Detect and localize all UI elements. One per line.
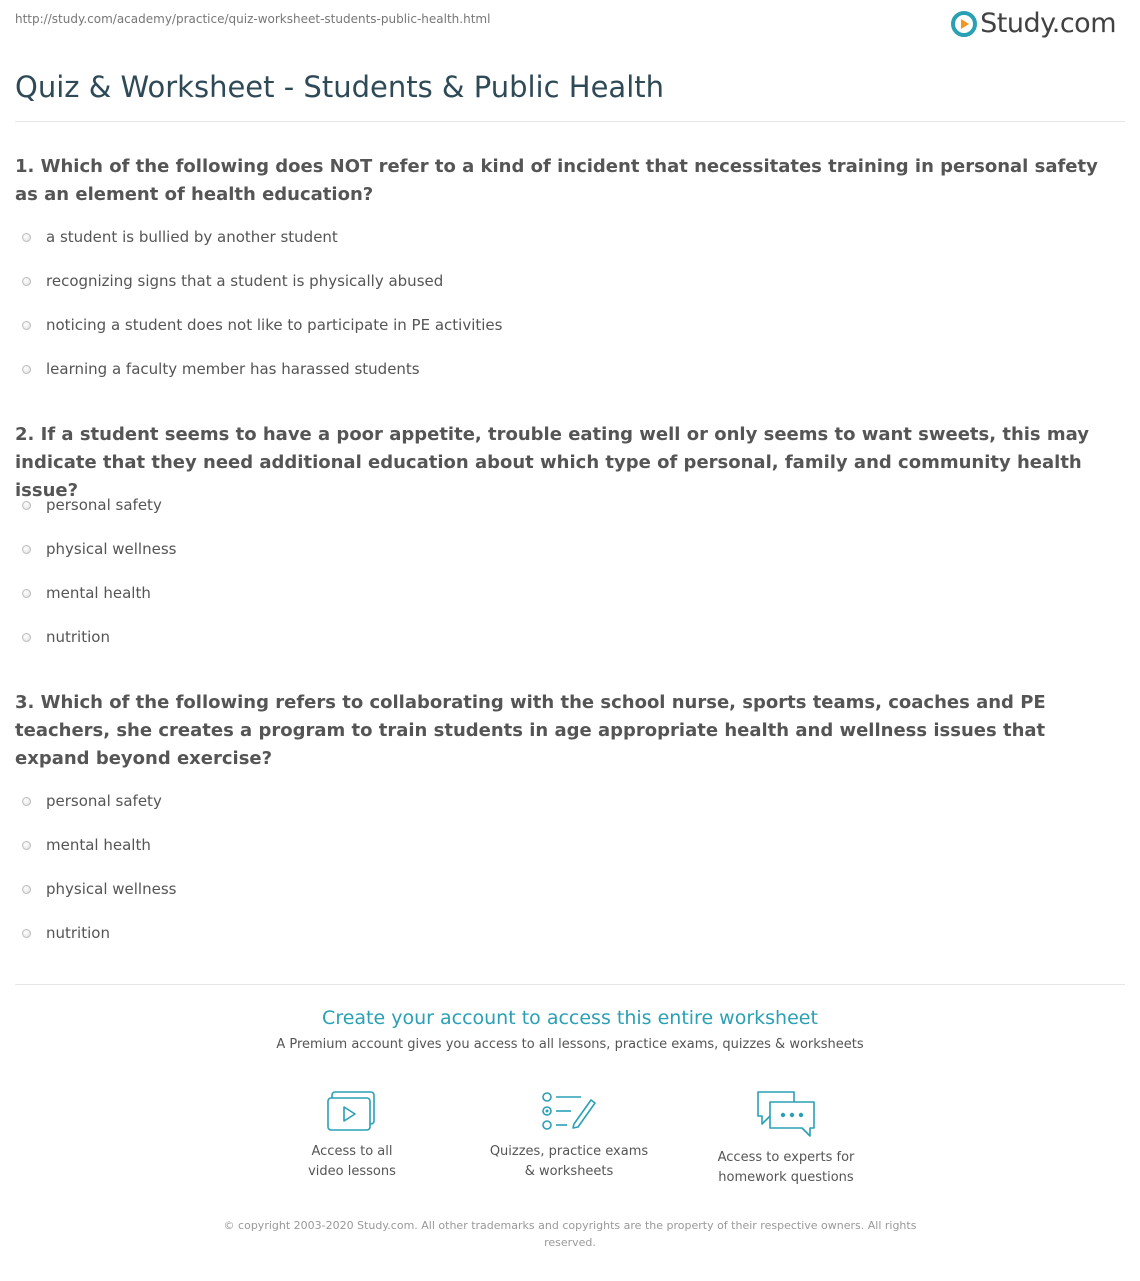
radio-button[interactable] xyxy=(22,589,31,598)
radio-button[interactable] xyxy=(22,545,31,554)
choice-label: mental health xyxy=(46,584,151,602)
radio-button[interactable] xyxy=(22,929,31,938)
video-lessons-icon xyxy=(326,1090,378,1134)
feature-label-line: Quizzes, practice exams xyxy=(489,1144,649,1159)
choice-label: nutrition xyxy=(46,924,110,942)
page-title: Quiz & Worksheet - Students & Public Health xyxy=(15,70,665,104)
choice-label: mental health xyxy=(46,836,151,854)
feature-label xyxy=(469,1142,669,1182)
choice-label: personal safety xyxy=(46,792,162,810)
q2-choice-4[interactable] xyxy=(22,628,110,646)
title-divider xyxy=(15,121,1125,122)
feature-label-line: Access to all xyxy=(311,1144,393,1159)
q2-choice-2[interactable] xyxy=(22,540,176,558)
radio-button[interactable] xyxy=(22,321,31,330)
choice-label: physical wellness xyxy=(46,540,177,558)
radio-button[interactable] xyxy=(22,885,31,894)
q3-choice-4[interactable] xyxy=(22,924,110,942)
choice-label: learning a faculty member has harassed students xyxy=(46,360,420,378)
feature-label xyxy=(252,1142,452,1182)
study-logo[interactable] xyxy=(951,8,1116,39)
q3-choice-3[interactable] xyxy=(22,880,176,898)
cta-title-link[interactable]: Create your account to access this entire worksheet xyxy=(322,1007,818,1029)
quiz-checklist-icon xyxy=(541,1090,597,1134)
copyright-notice: © copyright 2003-2020 Study.com. All other trademarks and copyrights are the property of their respective owners. All rights reserved. xyxy=(223,1219,917,1249)
choice-label: a student is bullied by another student xyxy=(46,228,338,246)
radio-button[interactable] xyxy=(22,233,31,242)
q2-choice-3[interactable] xyxy=(22,584,151,602)
question-3: 3. Which of the following refers to collaborating with the school nurse, sports teams, coaches and PE teachers, she creates a program to train students in age appropriate health and wellness issues that expand beyond exercise? xyxy=(15,692,1046,769)
feature-video-lessons xyxy=(252,1090,452,1182)
page-url: http://study.com/academy/practice/quiz-worksheet-students-public-health.html xyxy=(15,12,491,26)
choice-label: physical wellness xyxy=(46,880,177,898)
radio-button[interactable] xyxy=(22,277,31,286)
feature-label-line: homework questions xyxy=(718,1170,854,1185)
feature-label-line: video lessons xyxy=(308,1164,396,1179)
feature-label xyxy=(686,1148,886,1188)
question-1: 1. Which of the following does NOT refer to a kind of incident that necessitates training in personal safety as an element of health education? xyxy=(15,156,1098,205)
radio-button[interactable] xyxy=(22,797,31,806)
radio-button[interactable] xyxy=(22,501,31,510)
q1-choice-2[interactable] xyxy=(22,272,443,290)
question-2: 2. If a student seems to have a poor appetite, trouble eating well or only seems to want sweets, this may indicate that they need additional education about which type of personal, family and community health issue? xyxy=(15,424,1089,501)
feature-quizzes xyxy=(469,1090,669,1182)
q1-choice-4[interactable] xyxy=(22,360,420,378)
choice-label: noticing a student does not like to participate in PE activities xyxy=(46,316,503,334)
feature-experts xyxy=(686,1090,886,1188)
study-play-icon xyxy=(951,11,977,37)
choice-label: personal safety xyxy=(46,496,162,514)
radio-button[interactable] xyxy=(22,633,31,642)
logo-text: Study.com xyxy=(980,8,1116,39)
q3-choice-1[interactable] xyxy=(22,792,162,810)
radio-button[interactable] xyxy=(22,365,31,374)
feature-label-line: & worksheets xyxy=(524,1164,614,1179)
choice-label: nutrition xyxy=(46,628,110,646)
q1-choice-1[interactable] xyxy=(22,228,338,246)
q2-choice-1[interactable] xyxy=(22,496,162,514)
q3-choice-2[interactable] xyxy=(22,836,151,854)
chat-experts-icon xyxy=(754,1090,818,1140)
cta-subtitle: A Premium account gives you access to all lessons, practice exams, quizzes & worksheets xyxy=(276,1037,864,1052)
radio-button[interactable] xyxy=(22,841,31,850)
feature-label-line: Access to experts for xyxy=(717,1150,855,1165)
choice-label: recognizing signs that a student is physically abused xyxy=(46,272,444,290)
q1-choice-3[interactable] xyxy=(22,316,502,334)
cta-divider xyxy=(15,984,1125,985)
